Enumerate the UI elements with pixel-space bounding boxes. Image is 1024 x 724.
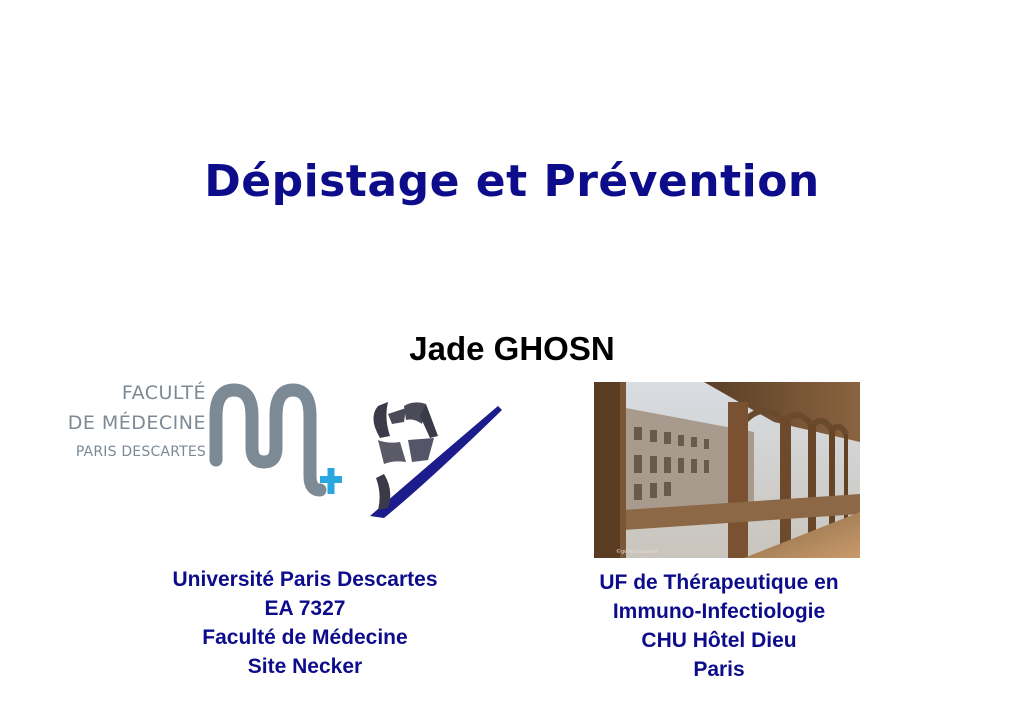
slide-title: Dépistage et Prévention (204, 156, 820, 207)
cloister-illustration (594, 382, 860, 558)
affiliation-left-line: Faculté de Médecine (202, 626, 408, 649)
affiliation-left-line: Site Necker (247, 655, 363, 678)
faculty-logo-line2: DE MÉDECINE (67, 412, 206, 434)
m-loop-shape (216, 390, 320, 490)
faculty-logo-mark (88, 378, 508, 528)
affiliation-right-line: CHU Hôtel Dieu (641, 629, 797, 652)
faculty-logo-line3: PARIS DESCARTES (75, 444, 206, 460)
affiliation-left-line: Université Paris Descartes (172, 568, 438, 591)
affiliation-right-line: Paris (693, 658, 745, 681)
affiliation-right-line: Immuno-Infectiologie (612, 600, 826, 623)
affiliation-right-line: UF de Thérapeutique en (599, 571, 839, 594)
faculty-logo-line1: FACULTÉ (121, 382, 206, 404)
research-unit-emblem (370, 402, 502, 518)
author-name: Jade GHOSN (409, 330, 615, 367)
affiliation-right (560, 568, 878, 684)
faculty-logo (67, 378, 508, 528)
photo-credit: ©gérard Laurent (616, 549, 659, 555)
hotel-dieu-photo (594, 382, 860, 558)
plus-vertical (328, 468, 335, 494)
affiliation-left-line: EA 7327 (264, 597, 346, 620)
affiliation-left (140, 565, 470, 681)
